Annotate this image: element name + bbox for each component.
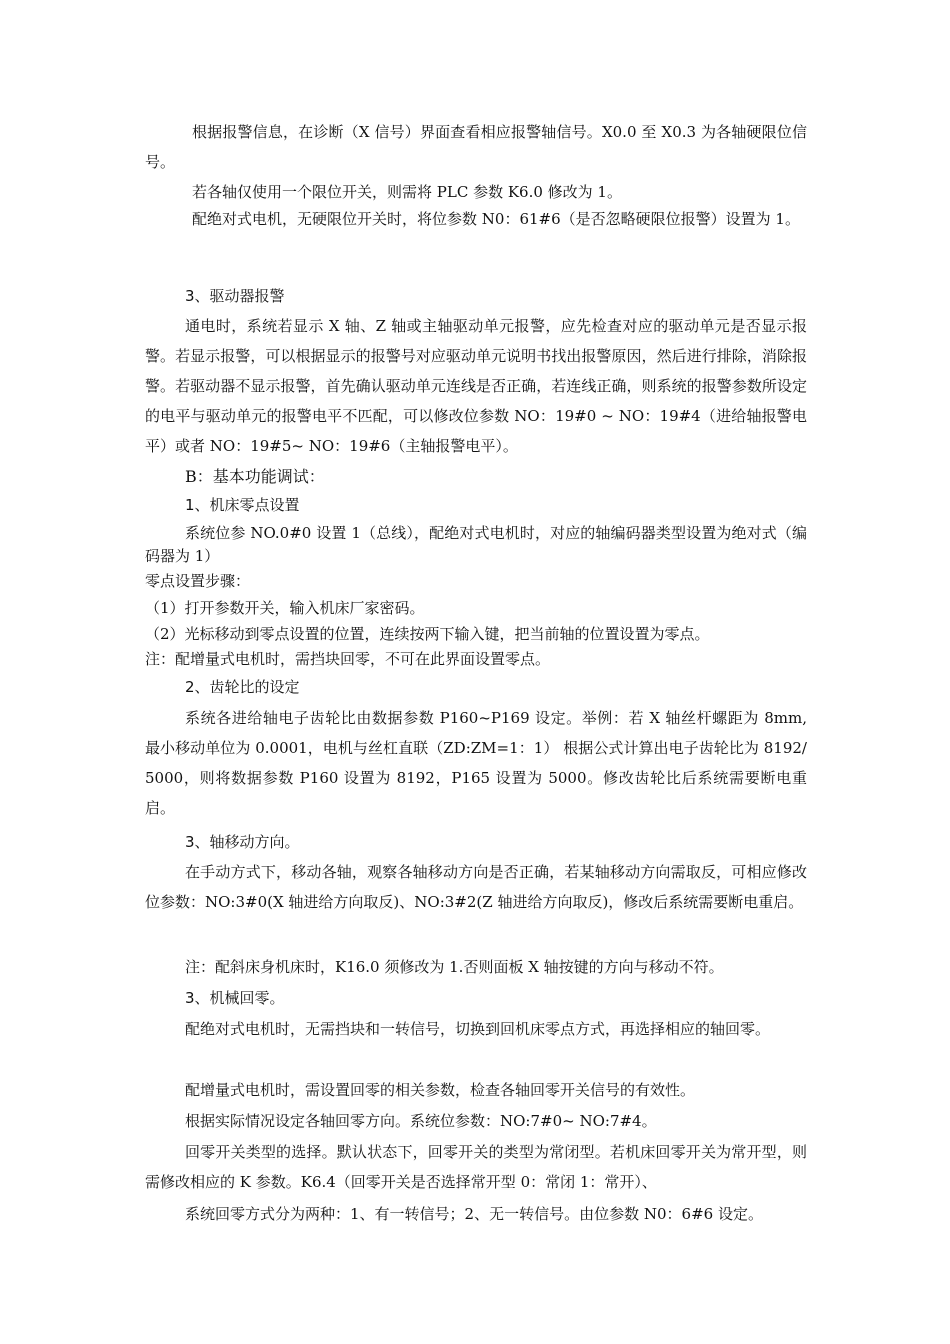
paragraph-zero-setting: 系统位参 NO.0#0 设置 1（总线），配绝对式电机时，对应的轴编码器类型设置为绝对式（编码器为 1） [145, 524, 807, 565]
paragraph-single-limit-switch: 若各轴仅使用一个限位开关，则需将 PLC 参数 K6.0 修改为 1。 [192, 183, 622, 201]
paragraph-zero-steps-title: 零点设置步骤： [145, 572, 251, 590]
paragraph-zero-note: 注：配增量式电机时，需挡块回零，不可在此界面设置零点。 [145, 650, 551, 668]
heading-basic-function-debug: B：基本功能调试： [185, 467, 325, 486]
paragraph-absolute-homing: 配绝对式电机时，无需挡块和一转信号，切换到回机床零点方式，再选择相应的轴回零。 [185, 1020, 771, 1038]
paragraph-homing-switch-type: 回零开关类型的选择。默认状态下，回零开关的类型为常闭型。若机床回零开关为常开型，则需修改相应的 K 参数。K6.4（回零开关是否选择常开型 0：常闭 1：常开）、 [145, 1143, 807, 1191]
paragraph-limit-signal: 根据报警信息，在诊断（X 信号）界面查看相应报警轴信号。X0.0 至 X0.3 为各轴硬限位信号。 [145, 123, 807, 171]
paragraph-homing-mode: 系统回零方式分为两种：1、有一转信号；2、无一转信号。由位参数 N0：6#6 设定。 [185, 1205, 763, 1223]
heading-mechanical-homing: 3、机械回零。 [185, 989, 285, 1007]
paragraph-homing-direction: 根据实际情况设定各轴回零方向。系统位参数：NO:7#0~ NO:7#4。 [185, 1112, 657, 1130]
heading-gear-ratio: 2、齿轮比的设定 [185, 678, 300, 696]
paragraph-gear-ratio: 系统各进给轴电子齿轮比由数据参数 P160~P169 设定。举例：若 X 轴丝杆螺距为 8mm, 最小移动单位为 0.0001，电机与丝杠直联（ZD:ZM=1：1） 根据公式计算出电子齿轮比为 8192/5000，则将数据参数 P160 设置为 8192，P165 设置为 5000。修改齿轮比后系统需要断电重启。 [145, 709, 807, 817]
heading-machine-zero: 1、机床零点设置 [185, 496, 300, 514]
paragraph-zero-step-2: （2）光标移动到零点设置的位置，连续按两下输入键，把当前轴的位置设置为零点。 [145, 625, 710, 643]
paragraph-incremental-homing: 配增量式电机时，需设置回零的相关参数，检查各轴回零开关信号的有效性。 [185, 1081, 696, 1099]
paragraph-axis-direction: 在手动方式下，移动各轴，观察各轴移动方向是否正确，若某轴移动方向需取反，可相应修改位参数：NO:3#0(X 轴进给方向取反)、NO:3#2(Z 轴进给方向取反)，修改后系统需要断电重启。 [145, 863, 807, 911]
paragraph-absolute-motor-limit: 配绝对式电机，无硬限位开关时，将位参数 N0：61#6（是否忽略硬限位报警）设置为 1。 [192, 210, 800, 228]
heading-driver-alarm: 3、驱动器报警 [185, 287, 285, 305]
heading-axis-direction: 3、轴移动方向。 [185, 833, 300, 851]
paragraph-driver-alarm: 通电时，系统若显示 X 轴、Z 轴或主轴驱动单元报警，应先检查对应的驱动单元是否显示报警。若显示报警，可以根据显示的报警号对应驱动单元说明书找出报警原因，然后进行排除，消除报警。若驱动器不显示报警，首先确认驱动单元连线是否正确，若连线正确，则系统的报警参数所设定的电平与驱动单元的报警电平不匹配，可以修改位参数 NO：19#0 ~ NO：19#4（进给轴报警电平）或者 NO：19#5~ NO：19#6（主轴报警电平）。 [145, 317, 807, 455]
paragraph-slant-bed-note: 注：配斜床身机床时，K16.0 须修改为 1.否则面板 X 轴按键的方向与移动不符。 [185, 958, 724, 976]
paragraph-zero-step-1: （1）打开参数开关，输入机床厂家密码。 [145, 599, 425, 617]
